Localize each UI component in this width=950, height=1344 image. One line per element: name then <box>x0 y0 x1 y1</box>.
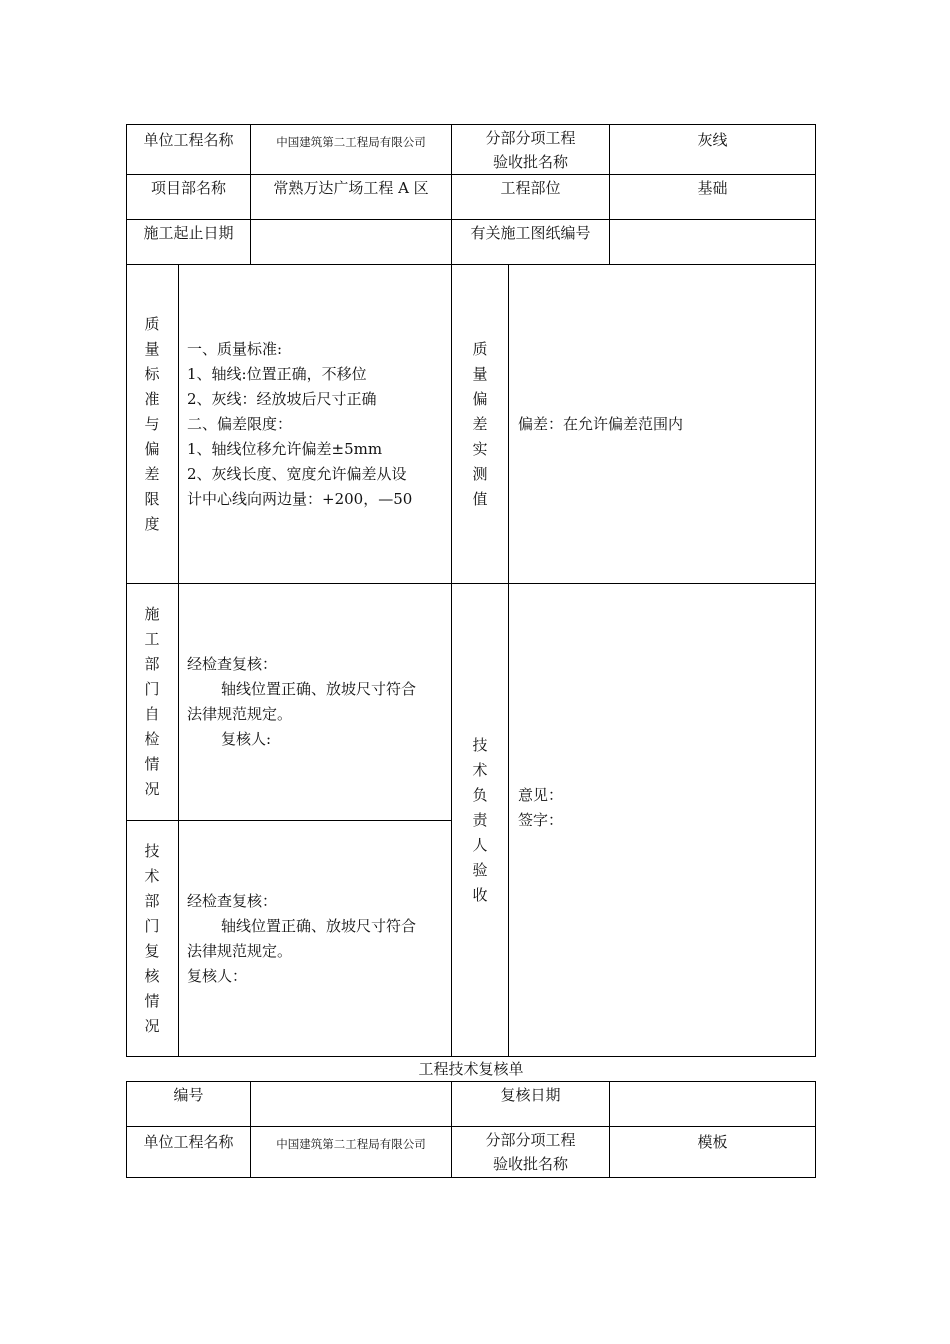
sub-item-label-line2: 验收批名称 <box>492 153 568 171</box>
tech-check-line-1: 经检查复核： <box>187 892 278 910</box>
quality-line-6: 2、灰线长度、宽度允许偏差从设 <box>187 465 407 483</box>
table-border <box>126 1081 816 1082</box>
tech-check-line-2: 轴线位置正确、放坡尺寸符合 <box>221 917 417 935</box>
tech-check-reviewer: 复核人： <box>187 967 248 985</box>
table-border <box>126 124 127 1057</box>
form-title: 工程技术复核单 <box>418 1060 524 1078</box>
unit-name-label: 单位工程名称 <box>143 131 234 149</box>
tech-lead-acceptance-label: 技术负责人验收 <box>472 736 488 904</box>
table-border <box>815 124 816 1057</box>
quality-line-1: 一、质量标准: <box>187 340 283 358</box>
table-border <box>126 583 816 584</box>
quality-line-4: 二、偏差限度： <box>187 415 293 433</box>
tech-check-label: 技术部门复核情况 <box>144 842 160 1035</box>
quality-line-5: 1、轴线位移允许偏差±5mm <box>187 440 383 458</box>
sub-item-value: 模板 <box>697 1133 728 1151</box>
table-border <box>815 1081 816 1178</box>
measured-deviation-value: 偏差：在允许偏差范围内 <box>518 415 684 433</box>
sub-item-label-line2: 验收批名称 <box>492 1155 568 1173</box>
self-check-line-1: 经检查复核： <box>187 655 278 673</box>
table-border <box>126 264 816 265</box>
measured-deviation-label: 质量偏差实测值 <box>472 340 488 508</box>
sub-item-value: 灰线 <box>697 131 728 149</box>
acceptance-signature: 签字： <box>518 811 564 829</box>
unit-name-value: 中国建筑第二工程局有限公司 <box>276 1137 426 1151</box>
unit-name-value: 中国建筑第二工程局有限公司 <box>276 135 426 149</box>
review-date-label: 复核日期 <box>500 1086 561 1104</box>
self-check-reviewer: 复核人: <box>221 730 272 748</box>
quality-standard-label: 质量标准与偏差限度 <box>144 315 160 533</box>
acceptance-opinion: 意见： <box>518 786 564 804</box>
table-border <box>250 1081 251 1178</box>
project-part-label: 工程部位 <box>500 179 561 197</box>
unit-name-label: 单位工程名称 <box>143 1133 234 1151</box>
table-border <box>451 124 452 1057</box>
number-label: 编号 <box>173 1086 204 1104</box>
sub-item-label-line1: 分部分项工程 <box>485 129 576 147</box>
table-border <box>126 124 816 125</box>
project-name-value: 常熟万达广场工程 A 区 <box>273 179 429 197</box>
quality-line-3: 2、灰线：经放坡后尺寸正确 <box>187 390 377 408</box>
table-border <box>126 1126 816 1127</box>
self-check-label: 施工部门自检情况 <box>144 605 160 798</box>
sub-item-label-line1: 分部分项工程 <box>485 1131 576 1149</box>
project-part-value: 基础 <box>697 179 728 197</box>
tech-check-line-3: 法律规范规定。 <box>187 942 293 960</box>
table-border <box>126 1177 816 1178</box>
table-border <box>178 264 179 1057</box>
self-check-line-3: 法律规范规定。 <box>187 705 293 723</box>
quality-line-7: 计中心线向两边量：+200，—50 <box>187 490 413 508</box>
construction-dates-label: 施工起止日期 <box>143 224 234 242</box>
table-border <box>126 219 816 220</box>
table-border <box>126 820 451 821</box>
drawing-number-label: 有关施工图纸编号 <box>470 224 591 242</box>
self-check-line-2: 轴线位置正确、放坡尺寸符合 <box>221 680 417 698</box>
table-border <box>508 264 509 1057</box>
project-name-label: 项目部名称 <box>150 179 226 197</box>
quality-line-2: 1、轴线:位置正确，不移位 <box>187 365 367 383</box>
